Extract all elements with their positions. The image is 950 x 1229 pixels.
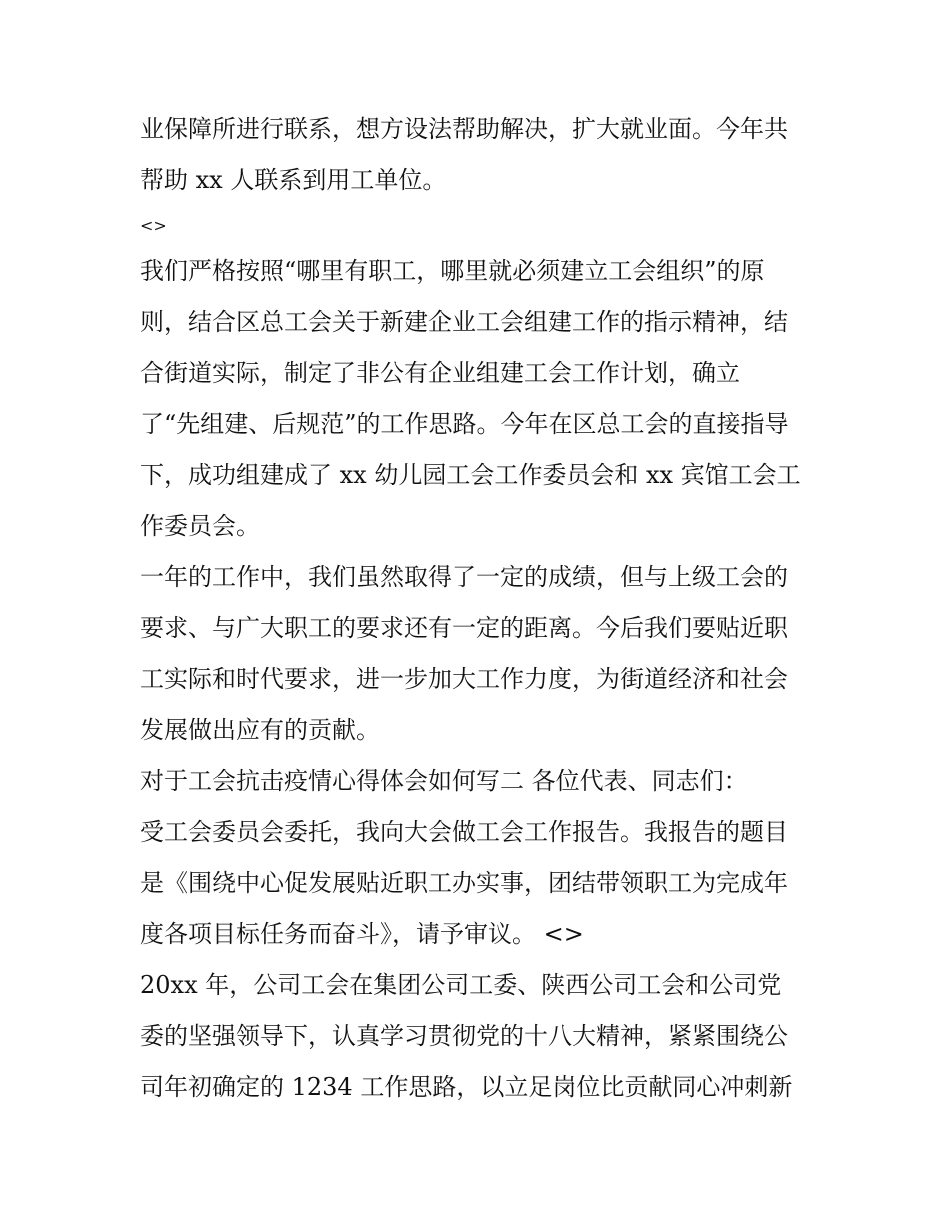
text-line: 度各项目标任务而奋斗》，请予审议。 <> bbox=[140, 920, 584, 948]
body-text bbox=[140, 104, 820, 1113]
text-line: <> bbox=[140, 216, 167, 235]
text-line: 业保障所进行联系，想方设法帮助解决，扩大就业面。今年共 bbox=[140, 115, 788, 143]
text-line: 受工会委员会委托，我向大会做工会工作报告。我报告的题目 bbox=[140, 818, 788, 846]
text-line: 帮助 xx 人联系到用工单位。 bbox=[140, 166, 447, 194]
text-line: 工实际和时代要求，进一步加大工作力度，为街道经济和社会 bbox=[140, 665, 788, 693]
text-line: 要求、与广大职工的要求还有一定的距离。今后我们要贴近职 bbox=[140, 614, 788, 642]
text-line: 对于工会抗击疫情心得体会如何写二 各位代表、同志们： bbox=[140, 767, 748, 795]
text-line: 委的坚强领导下，认真学习贯彻党的十八大精神，紧紧围绕公 bbox=[140, 1022, 788, 1050]
text-line: 作委员会。 bbox=[140, 512, 260, 540]
text-line: 合街道实际，制定了非公有企业组建工会工作计划，确立 bbox=[140, 359, 740, 387]
text-line: 则，结合区总工会关于新建企业工会组建工作的指示精神，结 bbox=[140, 308, 788, 336]
text-line: 20xx 年，公司工会在集团公司工委、陕西公司工会和公司党 bbox=[140, 971, 782, 999]
text-line: 了“先组建、后规范”的工作思路。今年在区总工会的直接指导 bbox=[140, 410, 789, 438]
text-line: 下，成功组建成了 xx 幼儿园工会工作委员会和 xx 宾馆工会工 bbox=[140, 461, 801, 489]
text-line: 司年初确定的 1234 工作思路，以立足岗位比贡献同心冲刺新 bbox=[140, 1073, 793, 1101]
text-line: 我们严格按照“哪里有职工，哪里就必须建立工会组织”的原 bbox=[140, 257, 765, 285]
text-line: 是《围绕中心促发展贴近职工办实事，团结带领职工为完成年 bbox=[140, 869, 788, 897]
text-line: 发展做出应有的贡献。 bbox=[140, 716, 380, 744]
text-line: 一年的工作中，我们虽然取得了一定的成绩，但与上级工会的 bbox=[140, 563, 788, 591]
